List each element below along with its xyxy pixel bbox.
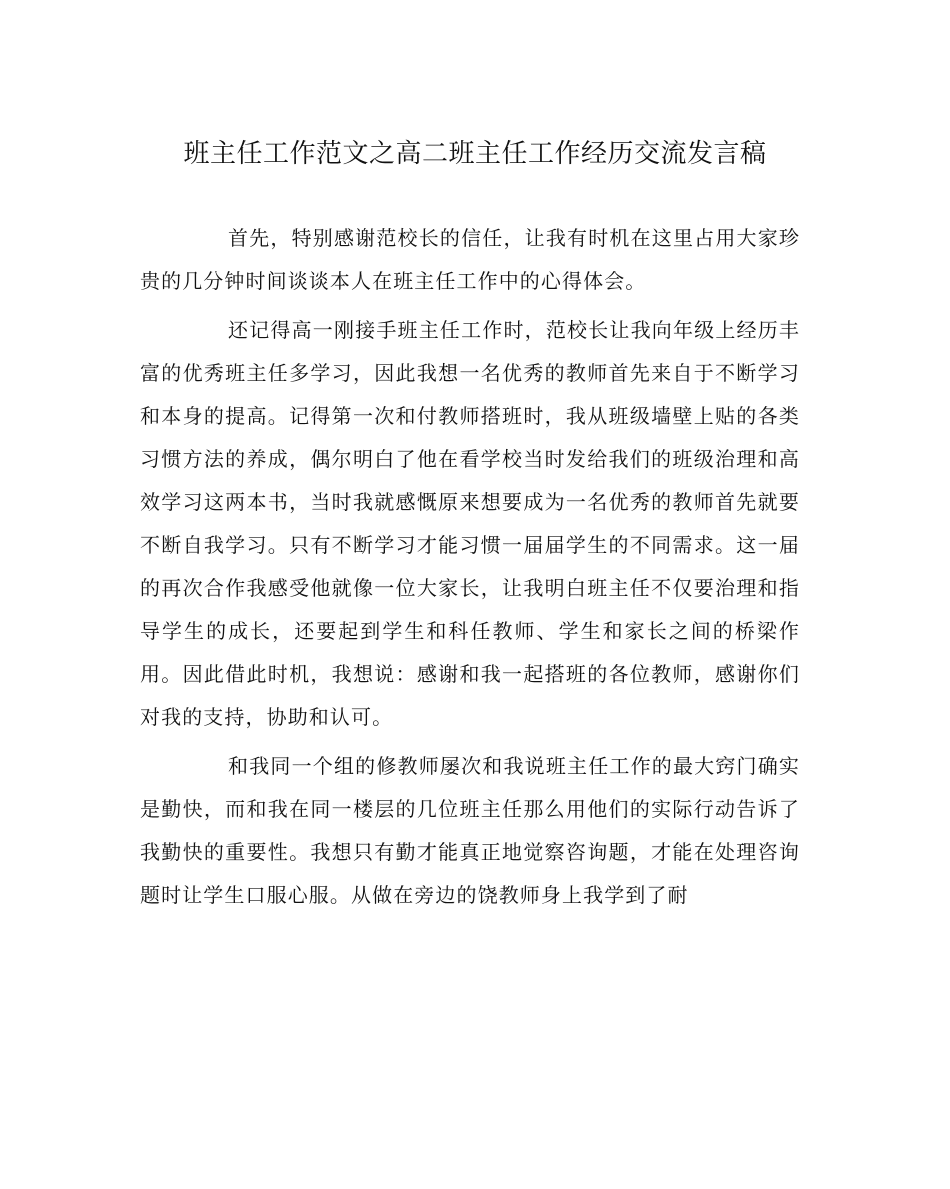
paragraph-1: 首先，特别感谢范校长的信任，让我有时机在这里占用大家珍贵的几分钟时间谈谈本人在班主任工作中的心得体会。 [140, 226, 800, 293]
paragraph-3: 和我同一个组的修教师屡次和我说班主任工作的最大窍门确实是勤快，而和我在同一楼层的几位班主任那么用他们的实际行动告诉了我勤快的重要性。我想只有勤才能真正地觉察咨询题，才能在处理咨询题时让学生口服心服。从做在旁边的饶教师身上我学到了耐 [140, 754, 800, 907]
document-title: 班主任工作范文之高二班主任工作经历交流发言稿 [183, 139, 767, 169]
document-body [140, 217, 800, 917]
paragraph-2: 还记得高一刚接手班主任工作时，范校长让我向年级上经历丰富的优秀班主任多学习，因此我想一名优秀的教师首先来自于不断学习和本身的提高。记得第一次和付教师搭班时，我从班级墙壁上贴的各类习惯方法的养成，偶尔明白了他在看学校当时发给我们的班级治理和高效学习这两本书，当时我就感慨原来想要成为一名优秀的教师首先就要不断自我学习。只有不断学习才能习惯一届届学生的不同需求。这一届的再次合作我感受他就像一位大家长，让我明白班主任不仅要治理和指导学生的成长，还要起到学生和科任教师、学生和家长之间的桥梁作用。因此借此时机，我想说：感谢和我一起搭班的各位教师，感谢你们对我的支持，协助和认可。 [140, 318, 800, 729]
